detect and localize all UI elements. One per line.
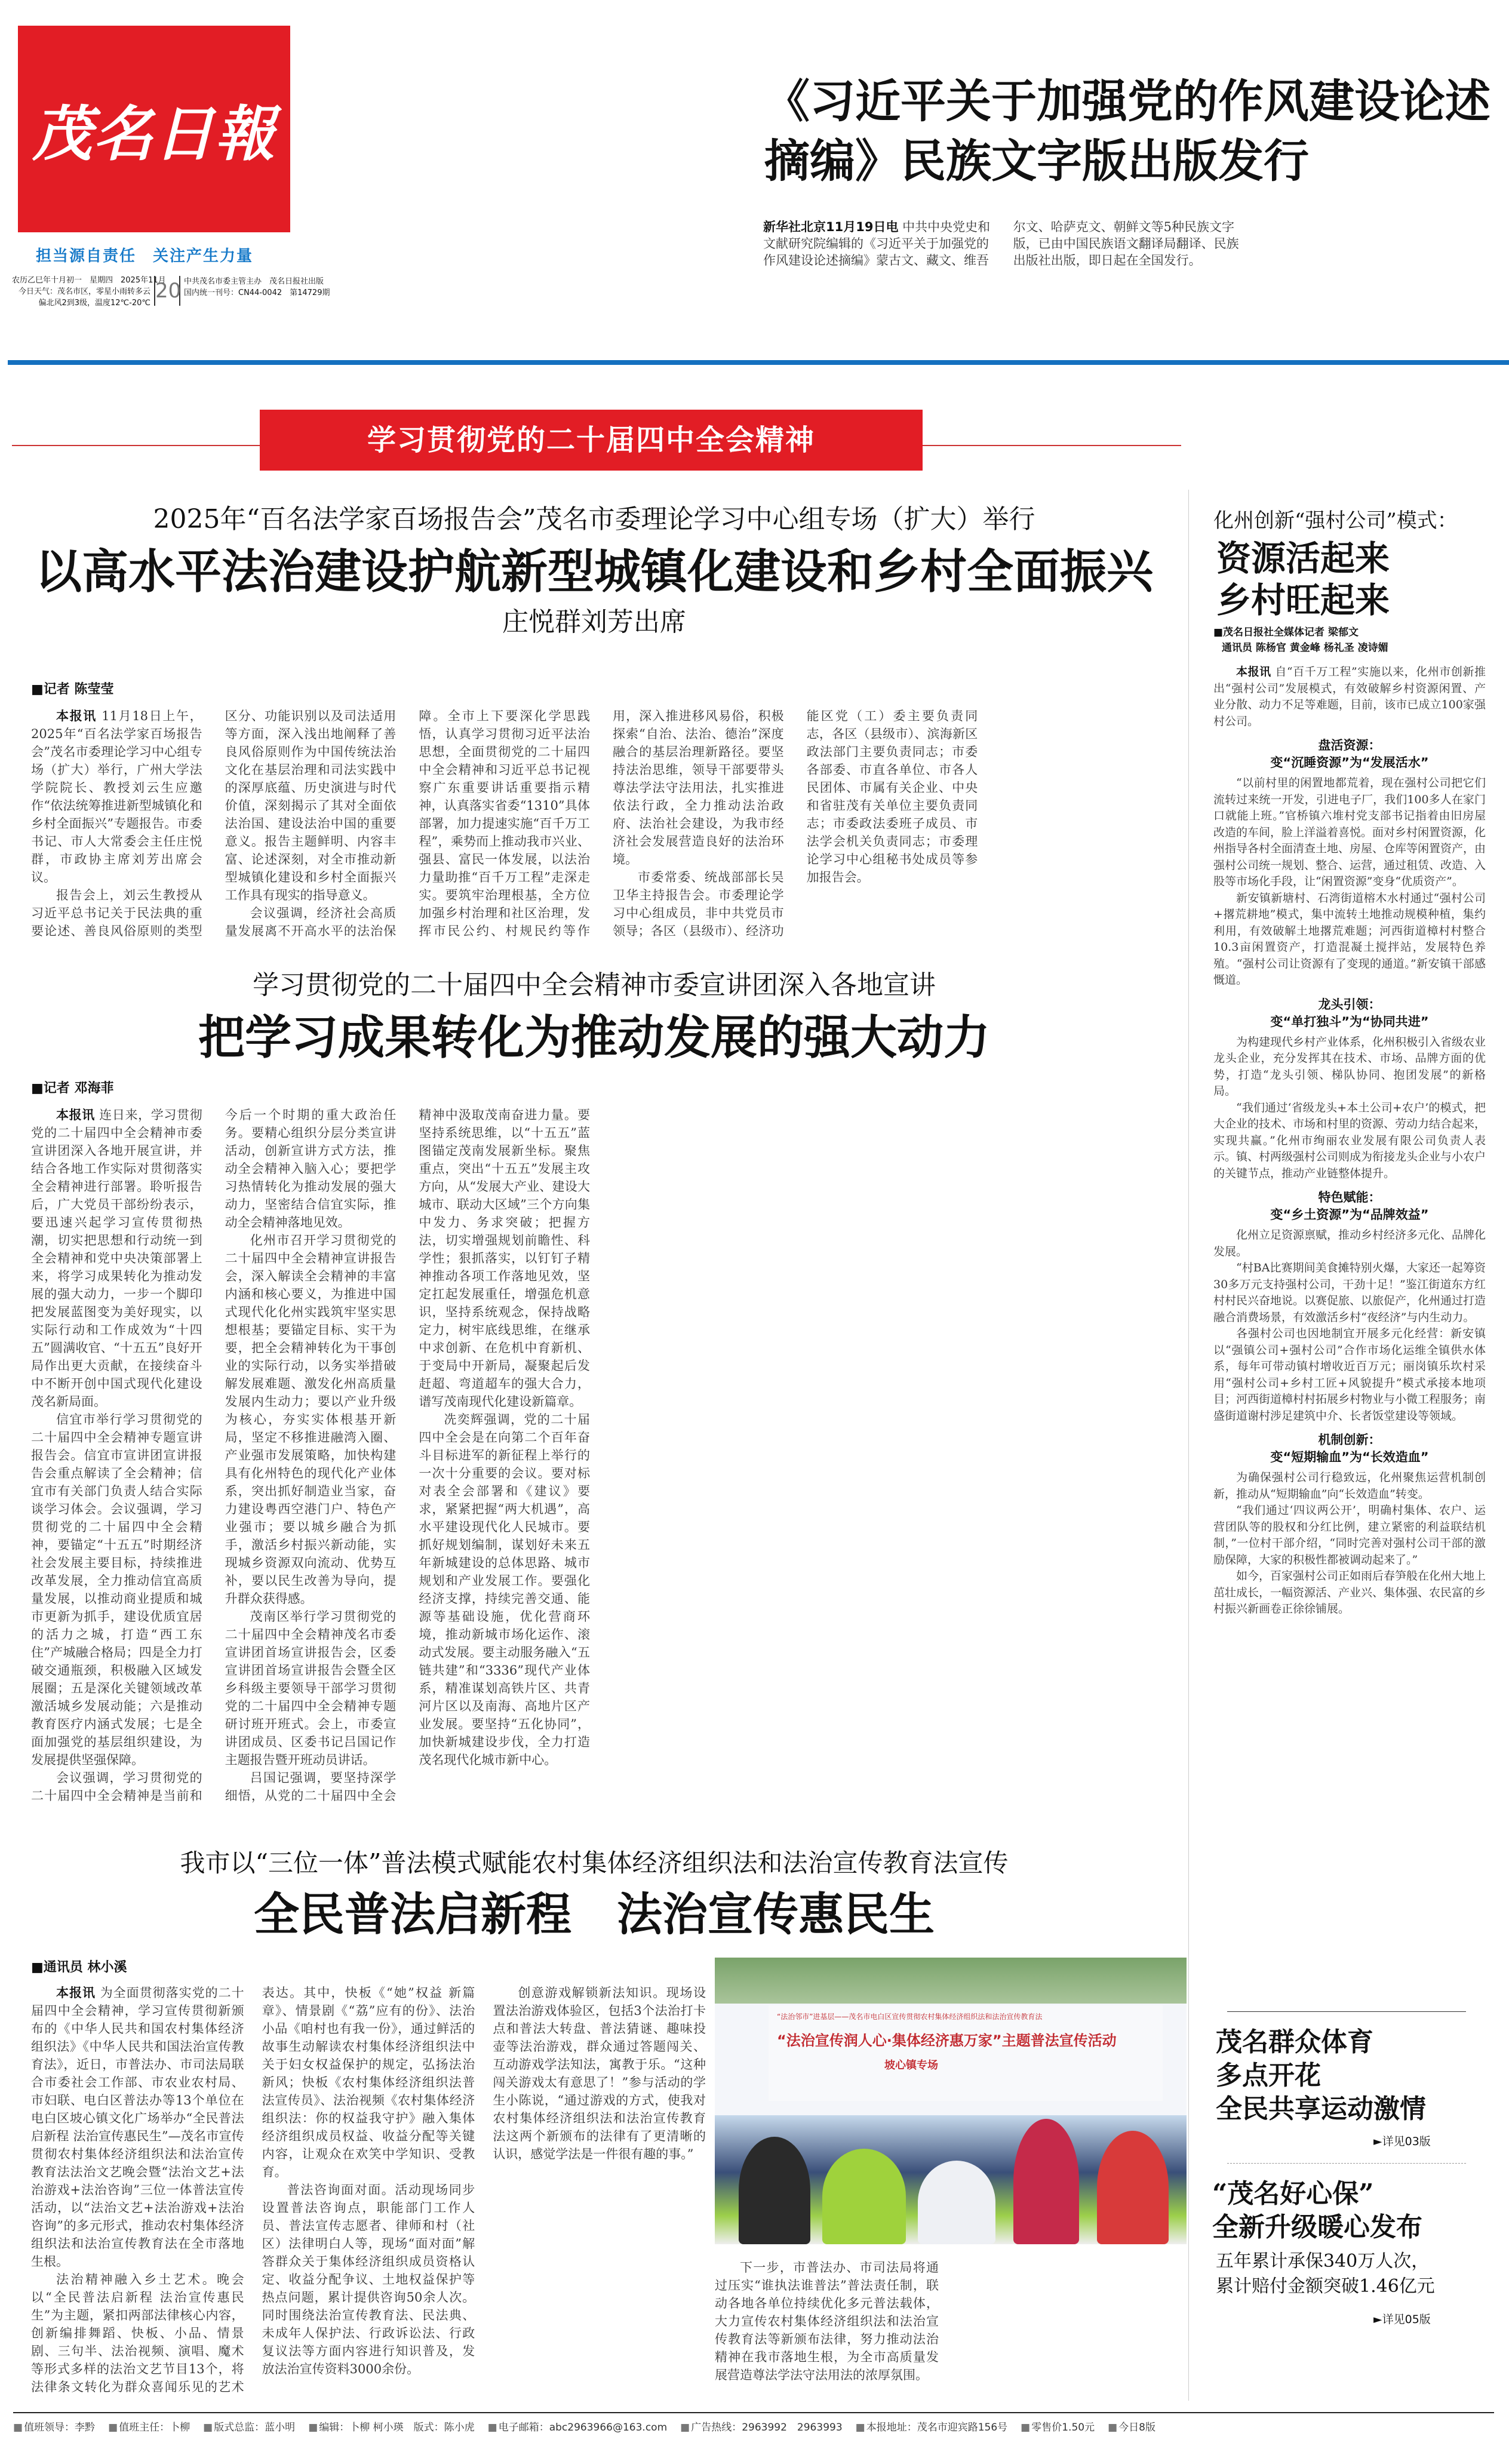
right-story-lead: 本报讯: [1236, 665, 1271, 678]
section-paragraph: “村BA比赛期间美食摊特别火爆，大家还一起筹资30多万元支持强村公司，干劲十足！”鉴江街道东方红村村民兴奋地说。以赛促旅、以旅促产，化州通过打造融合消费场景，有效激活乡村“夜经济”与内生动力。: [1213, 1261, 1486, 1324]
article1-kicker: 2025年“百名法学家百场报告会”茂名市委理论学习中心组专场（扩大）举行: [153, 504, 1035, 534]
article3-paragraph: 法治精神融入乡土艺术。晚会以“全民普法启新程 法治宣传惠民生”为主题，紧扣两部法律核心内容，创新编排舞蹈、快板、小品、情景剧、三句半、法治视频、演唱、魔术等形式多样的法治文艺节目13个，将法律条文转化为群众喜闻乐见的艺术表达。其中，快板《“她”权益 新篇章》、情景剧《“荔”应有的份》、法治小品《咱村也有我一份》，通过鲜活的故事生动解读农村集体经济组织法中关于妇女权益保护的规定，弘扬法治新风；快板《农村集体经济组织法普法宣传员》、法治视频《农村集体经济组织法：你的权益我守护》融入集体经济组织成员权益、收益分配等关键内容，让观众在欢笑中学知识、受教育。: [31, 1986, 475, 2394]
right-story-headline[interactable]: [1216, 537, 1390, 621]
photo-backdrop-banner: [769, 2005, 1163, 2101]
section-paragraph: 为构建现代乡村产业体系，化州积极引入省级农业龙头企业，充分发挥其在技术、市场、品牌方面的优势，打造“龙头引领、梯队协同、抱团发展”的新格局。: [1213, 1035, 1486, 1098]
teaser-subline: 五年累计承保340万人次，: [1216, 2251, 1430, 2272]
article2-paragraph: 冼奕辉强调，党的二十届四中全会是在向第二个百年奋斗目标进军的新征程上举行的一次十分重要的会议。要对标对表全会部署和《建议》要求，紧紧把握“两大机遇”，高水平建设现代化人民城市。要抓好规划编制，谋划好未来五年新城建设的总体思路、城市规划和产业发展工作。要强化经济支撑，持续完善交通、能源等基础设施，优化营商环境，推动新城市场化运作、滚动式发展。要主动服务融入“五链共建”和“3336”现代产业体系，精准谋划高铁片区、共青河片区以及南海、高地片区产业发展。要坚持“五化协同”，加快新城建设步伐，全力打造茂名现代化城市新中心。: [419, 1412, 590, 1767]
article3-paragraph: [31, 1984, 244, 2271]
see-page-03-link[interactable]: ►详见03版: [1373, 2135, 1431, 2148]
article1-paragraph: 会议强调，经济社会高质量发展离不开高水平的法治保障。全市上下要深化学思践悟，认真学习贯彻习近平法治思想，全面贯彻党的二十届四中全会精神和习近平总书记视察广东重要讲话重要指示精神，认真落实省委“1310”具体部署，加力提速实施“百千万工程”，乘势而上推动我市兴业、强县、富民一体发展，以法治力量助推“百千万工程”走深走实。要筑牢治理根基，全方位加强乡村治理和社区治理，发挥市民公约、村规民约等作用，深入推进移风易俗，积极探索“自治、法治、德治”深度融合的基层治理新路径。要坚持法治思维，领导干部要带头尊法学法守法用法，扎实推进依法行政，全力推动法治政府、法治社会建设，为我市经济社会发展营造良好的法治环境。: [225, 709, 784, 938]
footer-item: ■ 编辑：卜柳 柯小瑛 版式：陈小虎: [308, 2419, 474, 2438]
teaser-subline: 累计赔付金额突破1.46亿元: [1216, 2276, 1435, 2297]
newspaper-logo: [18, 26, 290, 232]
footer-item: ■ 值班领导：李黔: [13, 2419, 95, 2438]
edition-day-number: 20: [154, 276, 180, 306]
photo-person: [1013, 2119, 1079, 2244]
section-heading-line: 龙头引领：: [1318, 997, 1381, 1012]
article3-body-continued: [715, 2259, 1187, 2402]
photo-banner-small-text: “法治邻市”进基层——茂名市电白区宣传贯彻农村集体经济组织法和法治宣传教育法: [777, 2013, 1043, 2021]
teaser-insurance-subhead: [1216, 2249, 1435, 2299]
article1-lead: 本报讯: [56, 709, 97, 723]
publisher-info: [184, 276, 363, 299]
masthead-divider: [8, 360, 1509, 365]
section-heading-line: 变“乡土资源”为“品牌效益”: [1270, 1208, 1429, 1222]
article1-paragraph-text: 11月18日上午，2025年“百名法学家百场报告会”茂名市委理论学习中心组专场（扩大）举行，广州大学法学院院长、教授刘云生应邀作“依法统筹推进新型城镇化和乡村全面振兴”专题报告。市委书记、市人大常委会主任庄悦群，市政协主席刘芳出席会议。: [31, 709, 202, 884]
article2-headline[interactable]: 把学习成果转化为推动发展的强大动力: [198, 1010, 990, 1065]
photo-person: [1097, 2131, 1169, 2244]
article1-subhead: 庄悦群刘芳出席: [502, 607, 686, 637]
section-paragraph: “以前村里的闲置地都荒着，现在强村公司把它们流转过来统一开发，引进电子厂，我们100多人在家门口就能上班。”官桥镇六堆村党支部书记指着由旧房屋改造的车间，脸上洋溢着喜悦。面对乡村闲置资源，化州指导各村全面清查土地、房屋、仓库等闲置资产，由强村公司统一规划、整合、运营，通过租赁、改造、入股等市场化手段，让“闲置资源”变身“优质资产”。: [1213, 776, 1486, 888]
logo-text: 茂名日報: [32, 99, 276, 169]
photo-person: [918, 2161, 995, 2244]
article3-kicker: 我市以“三位一体”普法模式赋能农村集体经济组织法和法治宣传教育法宣传: [180, 1848, 1009, 1878]
section-heading: [1213, 1189, 1486, 1224]
section-paragraph: 各强村公司也因地制宜开展多元化经营：新安镇以“强镇公司+强村公司”合作市场化运维全镇供水体系，每年可带动镇村增收近百万元；丽岗镇乐坎村采用“强村公司+乡村工匠+风貌提升”模式承接本地项目；河西街道樟村村拓展乡村物业与小微工程服务；南盛街道谢村涉足建筑中介、长者饭堂建设等领域。: [1213, 1327, 1486, 1423]
photo-banner-subtitle: 坡心镇专场: [884, 2059, 938, 2072]
right-byline-line: 通讯员 陈杨官 黄金峰 杨礼圣 凌诗媚: [1222, 642, 1388, 654]
right-headline-line: 乡村旺起来: [1216, 580, 1390, 620]
article2-body: [31, 1106, 1172, 1805]
article2-paragraph: 化州市召开学习贯彻党的二十届四中全会精神宣讲报告会，深入解读全会精神的丰富内涵和核心要义，为推进中国式现代化化州实践筑牢坚实思想根基；要锚定目标、实干为要，把全会精神转化为干事创业的实际行动，以务实举措破解发展难题、激发化州高质量发展内生动力；要以产业升级为核心，夯实实体根基开新局，坚定不移推进融湾入圈、产业强市发展策略，加快构建具有化州特色的现代化产业体系，突出抓好制造业当家，奋力建设粤西空港门户、特色产业强市；要以城乡融合为抓手，激活乡村振兴新动能，实现城乡资源双向流动、优势互补，要以民生改善为导向，提升群众获得感。: [225, 1233, 397, 1606]
column-divider: [1188, 490, 1189, 2401]
article1-paragraph: 报告会上，刘云生教授从习近平总书记关于民法典的重要论述、善良风俗原则的类型区分、功能识别以及司法适用等方面，深入浅出地阐释了善良风俗原则作为中国传统法治文化在基层治理和司法实践中的深厚底蕴、历史演进与时代价值，深刻揭示了其对全面依法治国、建设法治中国的重要意义。报告主题鲜明、内容丰富、论述深刻，对全市推动新型城镇化建设和乡村全面振兴工作具有现实的指导意义。: [31, 709, 397, 938]
see-page-05-link[interactable]: ►详见05版: [1373, 2313, 1431, 2326]
footer-item: ■ 广告热线：2963992 2963993: [680, 2419, 843, 2438]
article2-paragraph: 信宜市举行学习贯彻党的二十届四中全会精神专题宣讲报告会。信宜市宣讲团宣讲报告会重点解读了全会精神；信宜市有关部门负责人结合实际谈学习体会。会议强调，学习贯彻党的二十届四中全会精神，要锚定“十五五”时期经济社会发展主要目标，持续推进改革发展，全力推动信宜高质量发展，以推动商业提质和城市更新为抓手，建设优质宜居的活力之城，打造“西工东住”产城融合格局；四是全力打破交通瓶颈，积极融入区域发展圈；五是深化关键领域改革激活城乡发展动能；六是推动教育医疗内涵式发展；七是全面加强党的基层组织建设，为发展提供坚强保障。: [31, 1412, 202, 1767]
article2-kicker: 学习贯彻党的二十届四中全会精神市委宣讲团深入各地宣讲: [253, 970, 936, 1000]
teaser-divider: [1227, 2163, 1466, 2164]
teaser-sports[interactable]: [1216, 2026, 1426, 2126]
section-heading-line: 盘活资源：: [1318, 738, 1381, 752]
teaser-line: 茂名群众体育: [1216, 2027, 1373, 2057]
right-byline-line: ■茂名日报社全媒体记者 梁郁文: [1213, 626, 1359, 638]
right-story-body: [1213, 664, 1486, 2002]
section-paragraph: 为确保强村公司行稳致远，化州聚焦运营机制创新，推动从“短期输血”向“长效造血”转变。: [1213, 1471, 1486, 1501]
article3-byline: ■通讯员 林小溪: [31, 1960, 127, 1975]
article3-body: [31, 1984, 706, 2402]
section-heading-line: 机制创新：: [1318, 1433, 1381, 1447]
article2-paragraph-text: 连日来，学习贯彻党的二十届四中全会精神市委宣讲团深入各地开展宣讲，并结合各地工作实际对贯彻落实全会精神进行部署。聆听报告后，广大党员干部纷纷表示，要迅速兴起学习宣传贯彻热潮，切实把思想和行动统一到全会精神和党中央决策部署上来，将学习成果转化为推动发展的强大动力，一步一个脚印把发展蓝图变为美好现实，以实际行动和工作成效为“十四五”圆满收官、“十五五”良好开局作出更大贡献，在接续奋斗中不断开创中国式现代化建设茂名新局面。: [31, 1108, 202, 1409]
article3-paragraph: 普法咨询面对面。活动现场同步设置普法咨询点，职能部门工作人员、普法宣传志愿者、律师和村（社区）法律明白人等，现场“面对面”解答群众关于集体经济组织成员资格认定、收益分配争议、土地权益保护等热点问题，累计提供咨询50余人次。同时围绕法治宣传教育法、民法典、未成年人保护法、行政诉讼法、行政复议法等方面内容进行知识普及，发放法治宣传资料3000余份。: [262, 2183, 475, 2376]
wind-temp-line: 偏北风2到3级，温度12℃-20℃: [38, 299, 150, 308]
top-story-text: 中共中央党史和文献研究院编辑的《习近平关于加强党的作风建设论述摘编》蒙古文、藏文、维吾尔文、哈萨克文、朝鲜文等5种民族文字版，已由中国民族语文翻译局翻译、民族出版社出版，即日起在全国发行。: [763, 220, 1239, 268]
footer-credits: [13, 2419, 1494, 2438]
article2-paragraph: 吕国记强调，要坚持深学细悟，从党的二十届四中全会精神中汲取茂南奋进力量。要坚持系统思维，以“十五五”蓝图锚定茂南发展新坐标。聚焦重点，突出“十五五”发展主攻方向，从“发展大产业、建设大城市、联动大区域”三个方向集中发力、务求突破；把握方法，切实增强规划前瞻性、科学性；狠抓落实，以钉钉子精神推动各项工作落地见效，坚定扛起发展重任，增强危机意识，坚持系统观念，保持战略定力，树牢底线思维，在继承中求创新、在危机中育新机、于变局中开新局，凝聚起后发赶超、弯道超车的强大合力，谱写茂南现代化建设新篇章。: [225, 1108, 590, 1803]
footer-item: ■ 本报地址：茂名市迎宾路156号: [856, 2419, 1008, 2438]
article2-lead: 本报讯: [56, 1108, 95, 1122]
masthead-slogan: 担当源自责任 关注产生力量: [36, 247, 254, 265]
teaser-rule: [1227, 2011, 1466, 2012]
section-paragraph: 化州立足资源禀赋，推动乡村经济多元化、品牌化发展。: [1213, 1228, 1486, 1258]
publisher-line: 中共茂名市委主管主办 茂名日报社出版: [184, 277, 324, 286]
article2-paragraph: 茂南区举行学习贯彻党的二十届四中全会精神茂名市委宣讲团首场宣讲报告会，区委宣讲团首场宣讲报告会暨全区乡科级主要领导干部学习贯彻党的二十届四中全会精神专题研讨班开班式。会上，市委宣讲团成员、区委书记吕国记作主题报告暨开班动员讲话。: [225, 1609, 397, 1767]
section-heading: [1213, 737, 1486, 772]
section-heading-line: 特色赋能：: [1318, 1190, 1381, 1205]
photo-person: [822, 2149, 906, 2244]
right-story-intro: [1213, 664, 1486, 730]
right-story-kicker: 化州创新“强村公司”模式：: [1213, 509, 1458, 533]
section-heading-line: 变“短期输血”为“长效造血”: [1270, 1450, 1429, 1464]
section-heading-line: 变“沉睡资源”为“发展活水”: [1270, 755, 1429, 770]
teaser-line: 全新升级暖心发布: [1212, 2212, 1422, 2242]
article3-paragraph-text: 为全面贯彻落实党的二十届四中全会精神，学习宣传贯彻新颁布的《中华人民共和国农村集体经济组织法》《中华人民共和国法治宣传教育法》，近日，市普法办、市司法局联合市委社会工作部、市农业农村局、市妇联、电白区普法办等13个单位在电白区坡心镇文化广场举办“全民普法启新程 法治宣传惠民生”—茂名市宣传贯彻农村集体经济组织法和法治宣传教育法法治文艺晚会暨“法治文艺+法治游戏+法治咨询”三位一体普法宣传活动，以“法治文艺+法治游戏+法治咨询”的多元形式，推动农村集体经济组织法和法治宣传教育法在全市落地生根。: [31, 1986, 244, 2269]
photo-banner-title: “法治宣传润人心·集体经济惠万家”主题普法宣传活动: [777, 2032, 1117, 2049]
right-story-byline: [1213, 625, 1388, 656]
top-story-dateline: 新华社北京11月19日电: [763, 220, 899, 234]
section-banner: 学习贯彻党的二十届四中全会精神: [260, 410, 923, 471]
article1-paragraph: [31, 707, 202, 886]
article3-headline[interactable]: 全民普法启新程 法治宣传惠民生: [254, 1888, 935, 1941]
section-heading-line: 变“单打独斗”为“协同共进”: [1270, 1014, 1429, 1029]
footer-email[interactable]: ■ 电子邮箱：abc2963966@163.com: [488, 2419, 668, 2438]
teaser-line: 多点开花: [1216, 2060, 1321, 2091]
photo-person: [739, 2137, 810, 2244]
article3-paragraph: 创意游戏解锁新法知识。现场设置法治游戏体验区，包括3个法治打卡点和普法大转盘、普法猜谜、趣味投壶等法治游戏，群众通过答题闯关、互动游戏学法知法，寓教于乐。“这种闯关游戏太有意思了！”参与活动的学生小陈说，“通过游戏的方式，使我对农村集体经济组织法和法治宣传教育法这两个新颁布的法律有了更清晰的认识，感觉学法是一件很有趣的事。”: [493, 1986, 706, 2161]
date-weather-info: [12, 275, 166, 309]
issn-line: 国内统一刊号：CN44-0042 第14729期: [184, 288, 330, 297]
right-headline-line: 资源活起来: [1216, 538, 1390, 579]
article2-paragraph: 会议强调，学习贯彻党的二十届四中全会精神是当前和今后一个时期的重大政治任务。要精心组织分层分类宣讲活动，创新宣讲方式方法，推动全会精神入脑入心；要把学习热情转化为推动发展的强大动力，坚密结合信宜实际，推动全会精神落地见效。: [31, 1108, 397, 1803]
article2-paragraph: [31, 1106, 202, 1411]
teaser-line: “茂名好心保”: [1212, 2179, 1374, 2209]
article1-body: [31, 707, 1172, 940]
section-heading: [1213, 996, 1486, 1031]
right-story-intro-text: 自“百千万工程”实施以来，化州市创新推出“强村公司”发展模式，有效破解乡村资源闲置、产业分散、动力不足等难题，目前，该市已成立100家强村公司。: [1213, 665, 1486, 728]
footer-item: ■ 版式总监：蓝小明: [203, 2419, 295, 2438]
article1-headline[interactable]: 以高水平法治建设护航新型城镇化建设和乡村全面振兴: [35, 545, 1153, 599]
event-photo[interactable]: [715, 1958, 1187, 2244]
top-story-body: [763, 219, 1498, 284]
footer-item: ■ 零售价1.50元: [1021, 2419, 1095, 2438]
weather-line: 今日天气：茂名市区，零星小雨转多云: [18, 287, 150, 296]
top-story-headline[interactable]: 《习近平关于加强党的作风建设论述摘编》民族文字版出版发行: [764, 75, 1490, 188]
article2-byline: ■记者 邓海菲: [31, 1081, 114, 1096]
article1-byline: ■记者 陈莹莹: [31, 682, 114, 697]
section-paragraph: “我们通过‘四议两公开’，明确村集体、农户、运营团队等的股权和分红比例，建立紧密的利益联结机制，”一位村干部介绍，“同时完善对强村公司干部的激励保障，大家的积极性都被调动起来了。”: [1213, 1504, 1486, 1566]
date-line: 农历乙巳年十月初一 星期四 2025年11月: [12, 276, 166, 285]
footer-item: ■ 今日8版: [1108, 2419, 1155, 2438]
section-paragraph: “我们通过‘省级龙头+本土公司+农户’的模式，把大企业的技术、市场和村里的资源、劳动力结合起来，实现共赢。”化州市绚丽农业发展有限公司负责人表示。镇、村两级强村公司则成为衔接龙头企业与小农户的关键节点，推动产业链整体提升。: [1213, 1101, 1486, 1180]
teaser-line: 全民共享运动激情: [1216, 2094, 1426, 2124]
teaser-insurance[interactable]: [1212, 2177, 1422, 2244]
article3-paragraph: 下一步，市普法办、市司法局将通过压实“谁执法谁普法”普法责任制，联动各地各单位持续优化多元普法载体，大力宣传农村集体经济组织法和法治宣传教育法等新颁布法律，努力推动法治精神在我市落地生根，为全市高质量发展营造尊法学法守法用法的浓厚氛围。: [715, 2260, 939, 2382]
section-paragraph: 如今，百家强村公司正如雨后春笋般在化州大地上茁壮成长，一幅资源活、产业兴、集体强、农民富的乡村振兴新画卷正徐徐铺展。: [1213, 1569, 1486, 1615]
footer-rule: [13, 2412, 1494, 2413]
section-paragraph: 新安镇新塘村、石湾街道榕木水村通过“强村公司+撂荒耕地”模式，集中流转土地推动规模种植，集约利用，有效破解土地撂荒难题；河西街道樟村村整合10.3亩闲置资产，打造混凝土搅拌站，发展特色养殖。“强村公司让资源有了变现的通道。”新安镇干部感慨道。: [1213, 891, 1486, 987]
article1-paragraph: 市委常委、统战部部长吴卫华主持报告会。市委理论学习中心组成员，非中共党员市领导；各区（县级市）、经济功能区党（工）委主要负责同志，各区（县级市）、滨海新区政法部门主要负责同志；市委各部委、市直各单位、市各人民团体、市属有关企业、中央和省驻茂有关单位主要负责同志；市委政法委班子成员、市法学会机关负责同志；市委理论学习中心组秘书处成员等参加报告会。: [612, 709, 978, 938]
footer-item: ■ 值班主任：卜柳: [108, 2419, 190, 2438]
article3-lead: 本报讯: [56, 1986, 96, 2000]
section-heading: [1213, 1431, 1486, 1466]
